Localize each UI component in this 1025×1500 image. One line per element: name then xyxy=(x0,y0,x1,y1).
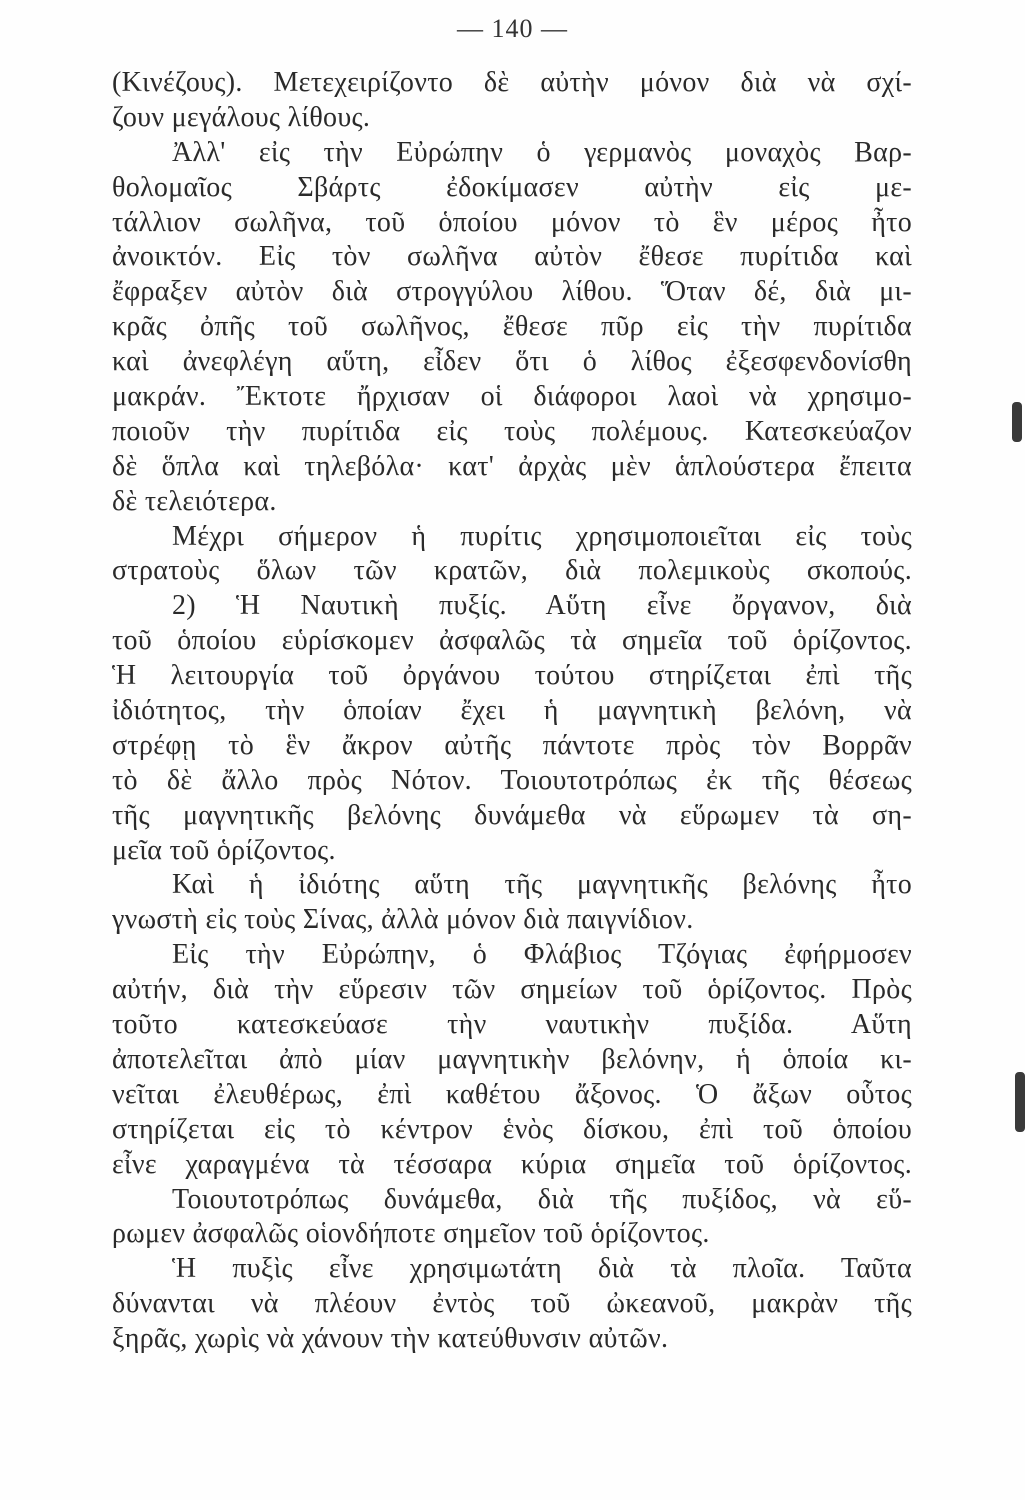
text-line: κρᾶς ὀπῆς τοῦ σωλῆνος, ἔθεσε πῦρ εἰς τὴν πυρίτιδα xyxy=(112,311,912,343)
text-line: Μέχρι σήμερον ἡ πυρίτις χρησιμοποιεῖται εἰς τοὺς xyxy=(172,520,912,552)
text-line: Καὶ ἡ ἰδιότης αὕτη τῆς μαγνητικῆς βελόνης ἦτο xyxy=(172,869,912,901)
body-text xyxy=(112,66,912,1357)
text-line: θολομαῖος Σβάρτς ἐδοκίμασεν αὐτὴν εἰς με- xyxy=(112,171,912,203)
text-line: εἶνε χαραγμένα τὰ τέσσαρα κύρια σημεῖα τοῦ ὁρίζοντος. xyxy=(112,1148,912,1180)
text-line: Ἀλλ' εἰς τὴν Εὐρώπην ὁ γερμανὸς μοναχὸς Βαρ- xyxy=(172,136,912,168)
text-line: στρέφῃ τὸ ἓν ἄκρον αὐτῆς πάντοτε πρὸς τὸν Βορρᾶν xyxy=(112,729,912,761)
text-line: τῆς μαγνητικῆς βελόνης δυνάμεθα νὰ εὕρωμεν τὰ ση- xyxy=(112,799,912,831)
text-line: ἔφραξεν αὐτὸν διὰ στρογγύλου λίθου. Ὅταν δέ, διὰ μι- xyxy=(112,276,912,308)
text-line: ἀνοικτόν. Εἰς τὸν σωλῆνα αὐτὸν ἔθεσε πυρίτιδα καὶ xyxy=(112,241,912,273)
text-line: ἀποτελεῖται ἀπὸ μίαν μαγνητικὴν βελόνην, ἡ ὁποία κι- xyxy=(112,1043,912,1075)
text-line: ζουν μεγάλους λίθους. xyxy=(112,101,371,133)
text-line: Ἡ πυξὶς εἶνε χρησιμωτάτη διὰ τὰ πλοῖα. Ταῦτα xyxy=(172,1253,912,1285)
text-line: νεῖται ἐλευθέρως, ἐπὶ καθέτου ἄξονος. Ὁ ἄξων οὗτος xyxy=(112,1078,912,1110)
scan-edge-mark xyxy=(1012,402,1022,442)
text-line: τοῦ ὁποίου εὑρίσκομεν ἀσφαλῶς τὰ σημεῖα τοῦ ὁρίζοντος. xyxy=(112,625,912,657)
text-line: μεῖα τοῦ ὁρίζοντος. xyxy=(112,834,336,866)
page-number: — 140 — xyxy=(457,14,568,43)
text-line: τάλλιον σωλῆνα, τοῦ ὁποίου μόνον τὸ ἓν μέρος ἦτο xyxy=(112,206,912,238)
text-line: (Κινέζους). Μετεχειρίζοντο δὲ αὐτὴν μόνον διὰ νὰ σχί- xyxy=(112,67,912,98)
text-line: στηρίζεται εἰς τὸ κέντρον ἑνὸς δίσκου, ἐπὶ τοῦ ὁποίου xyxy=(112,1113,912,1145)
text-line: 2) Ἡ Ναυτικὴ πυξίς. Αὕτη εἶνε ὄργανον, διὰ xyxy=(172,590,912,622)
text-line: Ἡ λειτουργία τοῦ ὀργάνου τούτου στηρίζεται ἐπὶ τῆς xyxy=(112,660,912,692)
text-line: αὐτήν, διὰ τὴν εὕρεσιν τῶν σημείων τοῦ ὁρίζοντος. Πρὸς xyxy=(112,974,912,1006)
text-line: Τοιουτοτρόπως δυνάμεθα, διὰ τῆς πυξίδος, νὰ εὕ- xyxy=(172,1183,912,1215)
text-line: στρατοὺς ὅλων τῶν κρατῶν, διὰ πολεμικοὺς σκοπούς. xyxy=(112,555,912,587)
text-line: τοῦτο κατεσκεύασε τὴν ναυτικὴν πυξίδα. Αὕτη xyxy=(112,1009,912,1041)
text-line: γνωστὴ εἰς τοὺς Σίνας, ἀλλὰ μόνον διὰ παιγνίδιον. xyxy=(112,904,694,936)
text-line: καὶ ἀνεφλέγη αὕτη, εἶδεν ὅτι ὁ λίθος ἐξεσφενδονίσθη xyxy=(112,346,912,378)
text-line: ἰδιότητος, τὴν ὁποίαν ἔχει ἡ μαγνητικὴ βελόνη, νὰ xyxy=(112,695,912,727)
scan-edge-mark xyxy=(1015,1072,1025,1132)
text-line: Εἰς τὴν Εὐρώπην, ὁ Φλάβιος Τζόγιας ἐφήρμοσεν xyxy=(172,939,912,971)
text-line: τὸ δὲ ἄλλο πρὸς Νότον. Τοιουτοτρόπως ἐκ τῆς θέσεως xyxy=(112,764,912,796)
text-line: ξηρᾶς, χωρὶς νὰ χάνουν τὴν κατεύθυνσιν αὐτῶν. xyxy=(112,1323,669,1355)
text-line: μακράν. Ἔκτοτε ἤρχισαν οἱ διάφοροι λαοὶ νὰ χρησιμο- xyxy=(112,381,912,413)
text-line: ποιοῦν τὴν πυρίτιδα εἰς τοὺς πολέμους. Κατεσκεύαζον xyxy=(112,415,912,447)
text-line: ρωμεν ἀσφαλῶς οἱονδήποτε σημεῖον τοῦ ὁρίζοντος. xyxy=(112,1218,710,1250)
text-line: δὲ ὅπλα καὶ τηλεβόλα· κατ' ἀρχὰς μὲν ἁπλούστερα ἔπειτα xyxy=(112,450,912,482)
text-line: δύνανται νὰ πλέουν ἐντὸς τοῦ ὠκεανοῦ, μακρὰν τῆς xyxy=(112,1288,912,1320)
text-line: δὲ τελειότερα. xyxy=(112,485,277,517)
